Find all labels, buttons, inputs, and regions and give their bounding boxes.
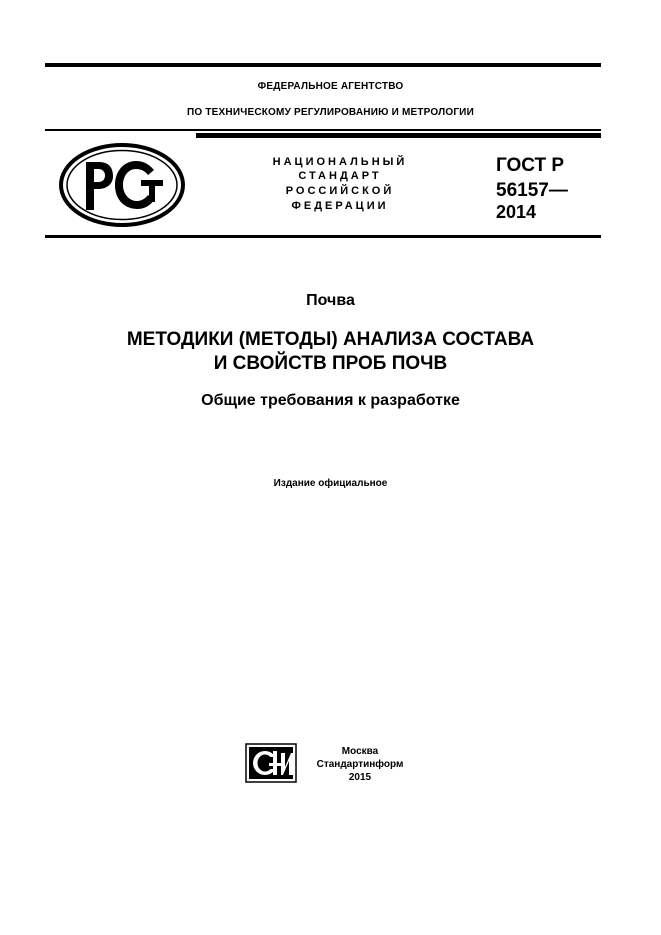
national-standard-line-2: СТАНДАРТ bbox=[298, 170, 382, 182]
gost-designation-line-3: 2014 bbox=[496, 202, 537, 222]
document-subtitle: Общие требования к разработке bbox=[201, 392, 460, 409]
document-title-line-1: МЕТОДИКИ (МЕТОДЫ) АНАЛИЗА СОСТАВА bbox=[126, 329, 535, 350]
header-rule-thin bbox=[45, 129, 601, 131]
gost-designation-line-1: ГОСТ Р bbox=[496, 155, 565, 176]
agency-line-1: ФЕДЕРАЛЬНОЕ АГЕНТСТВО bbox=[257, 81, 404, 92]
top-rule bbox=[45, 63, 601, 67]
national-standard-line-3: РОССИЙСКОЙ bbox=[285, 185, 395, 197]
agency-line-2: ПО ТЕХНИЧЕСКОМУ РЕГУЛИРОВАНИЮ И МЕТРОЛОГИИ bbox=[187, 107, 474, 118]
standartinform-logo-icon bbox=[245, 743, 297, 783]
gost-designation-line-2: 56157— bbox=[496, 180, 568, 201]
publisher-city: Москва bbox=[341, 746, 379, 757]
header-bottom-rule bbox=[45, 235, 601, 238]
rst-logo-icon bbox=[58, 142, 186, 228]
header-rule-thick bbox=[196, 133, 601, 138]
document-title-line-2: И СВОЙСТВ ПРОБ ПОЧВ bbox=[213, 353, 448, 374]
document-subject: Почва bbox=[306, 292, 355, 309]
publisher-year: 2015 bbox=[348, 772, 372, 783]
national-standard-line-1: НАЦИОНАЛЬНЫЙ bbox=[272, 156, 408, 168]
national-standard-line-4: ФЕДЕРАЦИИ bbox=[291, 200, 389, 212]
publisher-name: Стандартинформ bbox=[316, 759, 404, 770]
edition-note: Издание официальное bbox=[273, 478, 388, 489]
